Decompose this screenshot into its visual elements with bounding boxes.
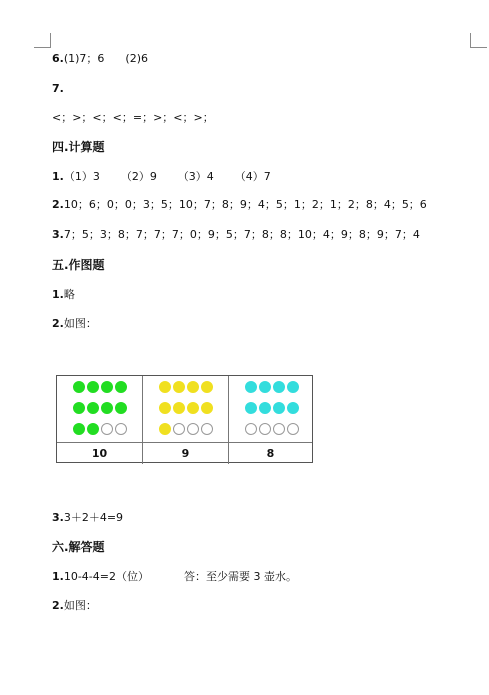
answer-line: [52, 288, 75, 302]
corner-mark-top-right: [470, 47, 487, 48]
answer-line: [52, 111, 214, 125]
filled-dot: [287, 381, 299, 393]
empty-dot: [187, 423, 199, 435]
filled-dot: [201, 402, 213, 414]
filled-dot: [173, 402, 185, 414]
group-count-label: 10: [57, 443, 143, 464]
filled-dot: [159, 402, 171, 414]
filled-dot: [73, 381, 85, 393]
empty-dot: [287, 423, 299, 435]
filled-dot: [87, 402, 99, 414]
empty-dot: [273, 423, 285, 435]
item-number: 1.: [52, 288, 64, 301]
filled-dot: [245, 402, 257, 414]
filled-dot: [73, 423, 85, 435]
figure-label-row: [57, 442, 312, 464]
answer-text: （1）3 （2）9 （3）4 （4）7: [63, 170, 271, 183]
filled-dot: [173, 381, 185, 393]
filled-dot: [259, 402, 271, 414]
dot-group: [57, 376, 143, 442]
item-number: 7.: [52, 82, 64, 95]
filled-dot: [115, 402, 127, 414]
filled-dot: [245, 381, 257, 393]
filled-dot: [87, 423, 99, 435]
answer-text: 如图：: [63, 599, 97, 612]
filled-dot: [87, 381, 99, 393]
answer-text: 五.作图题: [52, 258, 105, 272]
answer-line: [52, 52, 148, 66]
item-number: 2.: [52, 198, 64, 211]
answer-line: [52, 570, 297, 584]
answer-line: [52, 198, 427, 212]
answer-text: 10-4-4=2（位） 答：至少需要 3 壶水。: [63, 570, 297, 583]
dot-group: [229, 376, 312, 442]
filled-dot: [73, 402, 85, 414]
corner-mark-top-left: [34, 47, 51, 48]
answer-text: 四.计算题: [52, 140, 105, 154]
corner-mark-top-left: [50, 33, 51, 48]
empty-dot: [173, 423, 185, 435]
filled-dot: [187, 381, 199, 393]
answer-line: [52, 317, 97, 331]
answer-text: 3＋2＋4=9: [63, 511, 124, 524]
answer-text: 如图：: [63, 317, 97, 330]
empty-dot: [201, 423, 213, 435]
counting-figure: [56, 375, 313, 463]
filled-dot: [273, 402, 285, 414]
answer-line: [52, 82, 64, 96]
item-number: 2.: [52, 317, 64, 330]
answer-text: 7；5；3；8；7；7；7；0；9；5；7；8；8；10；4；9；8；9；7；4: [63, 228, 420, 241]
answer-text: 略: [63, 288, 75, 301]
group-count-label: 9: [143, 443, 229, 464]
answer-line: [52, 599, 97, 613]
filled-dot: [201, 381, 213, 393]
item-number: 1.: [52, 170, 64, 183]
empty-dot: [259, 423, 271, 435]
item-number: 6.: [52, 52, 64, 65]
empty-dot: [115, 423, 127, 435]
answer-text: (1)7；6 (2)6: [63, 52, 148, 65]
answer-line: [52, 170, 271, 184]
filled-dot: [273, 381, 285, 393]
empty-dot: [101, 423, 113, 435]
filled-dot: [287, 402, 299, 414]
item-number: 1.: [52, 570, 64, 583]
corner-mark-top-right: [470, 33, 471, 48]
dot-group: [143, 376, 229, 442]
section-heading: [52, 540, 105, 554]
filled-dot: [115, 381, 127, 393]
answer-text: <；>；<；<；=；>；<；>；: [52, 111, 214, 124]
filled-dot: [101, 402, 113, 414]
section-heading: [52, 140, 105, 154]
filled-dot: [159, 423, 171, 435]
item-number: 3.: [52, 511, 64, 524]
group-count-label: 8: [266, 447, 275, 460]
empty-dot: [245, 423, 257, 435]
item-number: 3.: [52, 228, 64, 241]
filled-dot: [159, 381, 171, 393]
filled-dot: [101, 381, 113, 393]
answer-text: 六.解答题: [52, 540, 105, 554]
answer-line: [52, 511, 123, 525]
answer-text: 10；6；0；0；3；5；10；7；8；9；4；5；1；2；1；2；8；4；5；6: [63, 198, 427, 211]
filled-dot: [259, 381, 271, 393]
item-number: 2.: [52, 599, 64, 612]
filled-dot: [187, 402, 199, 414]
answer-line: [52, 228, 420, 242]
section-heading: [52, 258, 105, 272]
